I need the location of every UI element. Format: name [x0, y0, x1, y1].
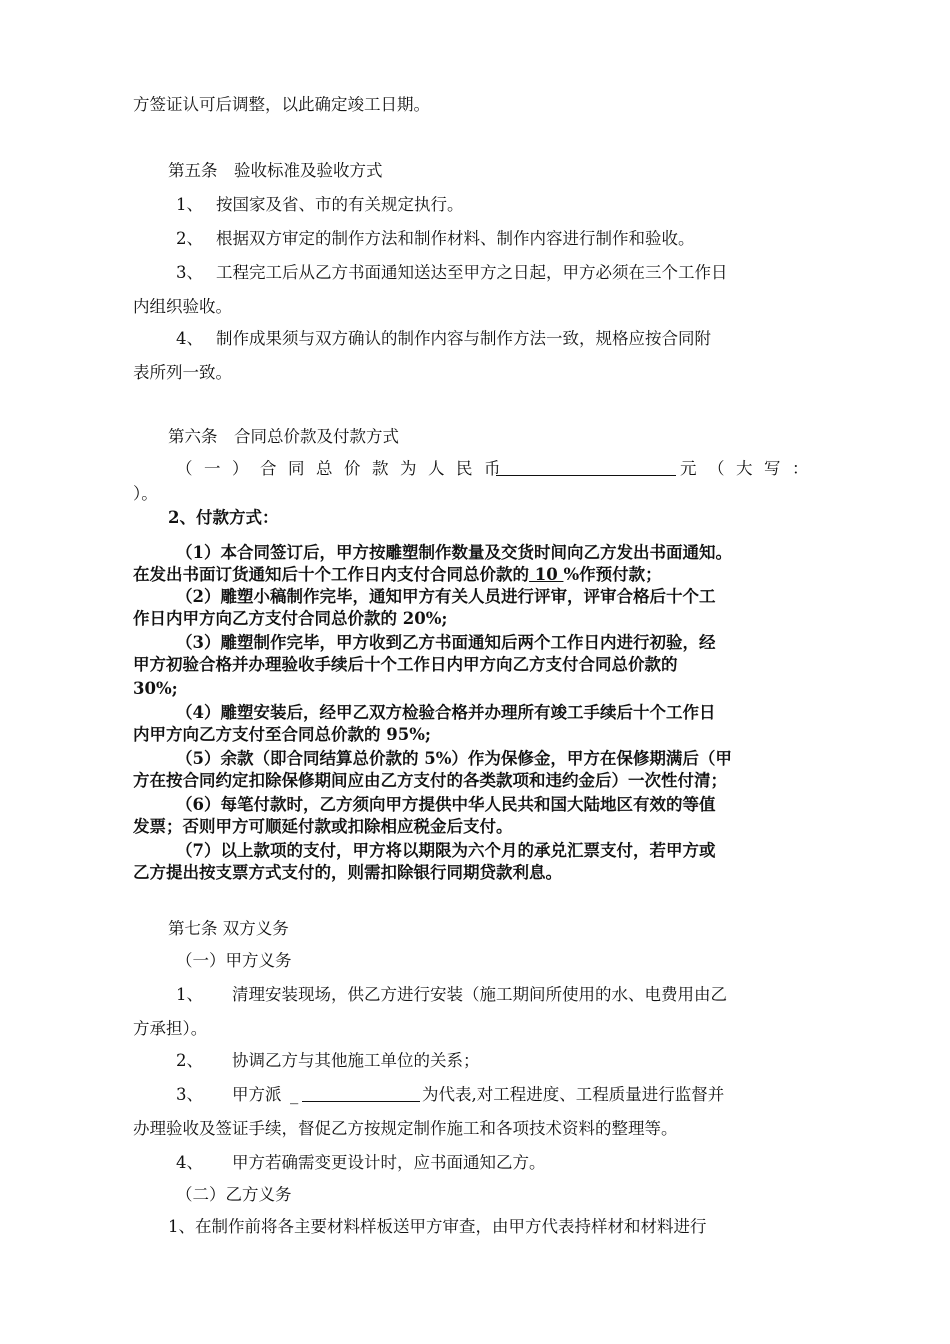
- payment-item: （2）雕塑小稿制作完毕，通知甲方有关人员进行评审，评审合格后十个工: [176, 587, 716, 606]
- payment-item: （5）余款（即合同结算总价款的 5%）作为保修金，甲方在保修期满后（甲: [176, 749, 732, 768]
- total-price-label: （一）合同总价款为人民币: [176, 459, 512, 478]
- payment-item: 30%;: [133, 679, 178, 698]
- article-5-heading: 第五条 验收标准及验收方式: [168, 161, 383, 180]
- clause-text: 按国家及省、市的有关规定执行。: [216, 195, 464, 214]
- payment-item: （3）雕塑制作完毕，甲方收到乙方书面通知后两个工作日内进行初验，经: [176, 633, 716, 652]
- clause-text: 办理验收及签证手续，督促乙方按规定制作施工和各项技术资料的整理等。: [133, 1119, 678, 1138]
- article-7-heading: 第七条 双方义务: [168, 919, 289, 938]
- list-number: 1、: [176, 195, 203, 214]
- clause-text: 表所列一致。: [133, 363, 232, 382]
- party-b-duties-heading: （二）乙方义务: [176, 1185, 292, 1204]
- clause-text: 制作成果须与双方确认的制作内容与制作方法一致，规格应按合同附: [216, 329, 711, 348]
- prepayment-percent: 10: [529, 565, 564, 584]
- total-price-blank[interactable]: [496, 458, 676, 476]
- paragraph-line: 方签证认可后调整，以此确定竣工日期。: [133, 95, 430, 114]
- clause-text: 协调乙方与其他施工单位的关系；: [232, 1051, 480, 1070]
- payment-item: （7）以上款项的支付，甲方将以期限为六个月的承兑汇票支付，若甲方或: [176, 841, 716, 860]
- payment-item: 在发出书面订货通知后十个工作日内支付合同总价款的 10 %作预付款；: [133, 565, 662, 584]
- clause-text: 内组织验收。: [133, 297, 232, 316]
- party-a-duties-heading: （一）甲方义务: [176, 951, 292, 970]
- clause-text: 甲方派: [232, 1085, 282, 1104]
- payment-item: 作日内甲方向乙方支付合同总价款的 20%;: [133, 609, 448, 628]
- clause-text: 方承担）。: [133, 1019, 208, 1038]
- payment-item: 方在按合同约定扣除保修期间应由乙方支付的各类款项和违约金后）一次性付清；: [133, 771, 727, 790]
- payment-item: （1）本合同签订后，甲方按雕塑制作数量及交货时间向乙方发出书面通知。: [176, 543, 732, 562]
- clause-text: 甲方若确需变更设计时，应书面通知乙方。: [232, 1153, 546, 1172]
- clause-text: 根据双方审定的制作方法和制作材料、制作内容进行制作和验收。: [216, 229, 695, 248]
- clause-text: 为代表,对工程进度、工程质量进行监督并: [422, 1085, 725, 1104]
- list-number: 2、: [176, 229, 203, 248]
- representative-blank[interactable]: [302, 1084, 420, 1102]
- list-number: 4、: [176, 329, 203, 348]
- payment-item: 乙方提出按支票方式支付的，则需扣除银行同期贷款利息。: [133, 863, 562, 882]
- list-number: 3、: [176, 1085, 203, 1104]
- list-number: 3、: [176, 263, 203, 282]
- payment-item: （6）每笔付款时，乙方须向甲方提供中华人民共和国大陆地区有效的等值: [176, 795, 716, 814]
- total-price-words-label: 元（大写：: [680, 459, 820, 478]
- list-number: 2、: [176, 1051, 203, 1070]
- payment-item: 内甲方向乙方支付至合同总价款的 95%;: [133, 725, 431, 744]
- list-number: 4、: [176, 1153, 203, 1172]
- article-6-heading: 第六条 合同总价款及付款方式: [168, 427, 399, 446]
- payment-item: 甲方初验合格并办理验收手续后十个工作日内甲方向乙方支付合同总价款的: [133, 655, 678, 674]
- payment-item: 发票；否则甲方可顺延付款或扣除相应税金后支付。: [133, 817, 513, 836]
- clause-text: ）。: [133, 484, 158, 503]
- list-number: 1、: [176, 985, 203, 1004]
- clause-text: 工程完工后从乙方书面通知送达至甲方之日起，甲方必须在三个工作日: [216, 263, 728, 282]
- payment-method-heading: 2、付款方式：: [168, 508, 279, 527]
- payment-item: （4）雕塑安装后，经甲乙双方检验合格并办理所有竣工手续后十个工作日: [176, 703, 716, 722]
- clause-text: 清理安装现场，供乙方进行安装（施工期间所使用的水、电费用由乙: [232, 985, 727, 1004]
- underscore-char: _: [290, 1085, 299, 1104]
- clause-text: 1、在制作前将各主要材料样板送甲方审查，由甲方代表持样材和材料进行: [168, 1217, 707, 1236]
